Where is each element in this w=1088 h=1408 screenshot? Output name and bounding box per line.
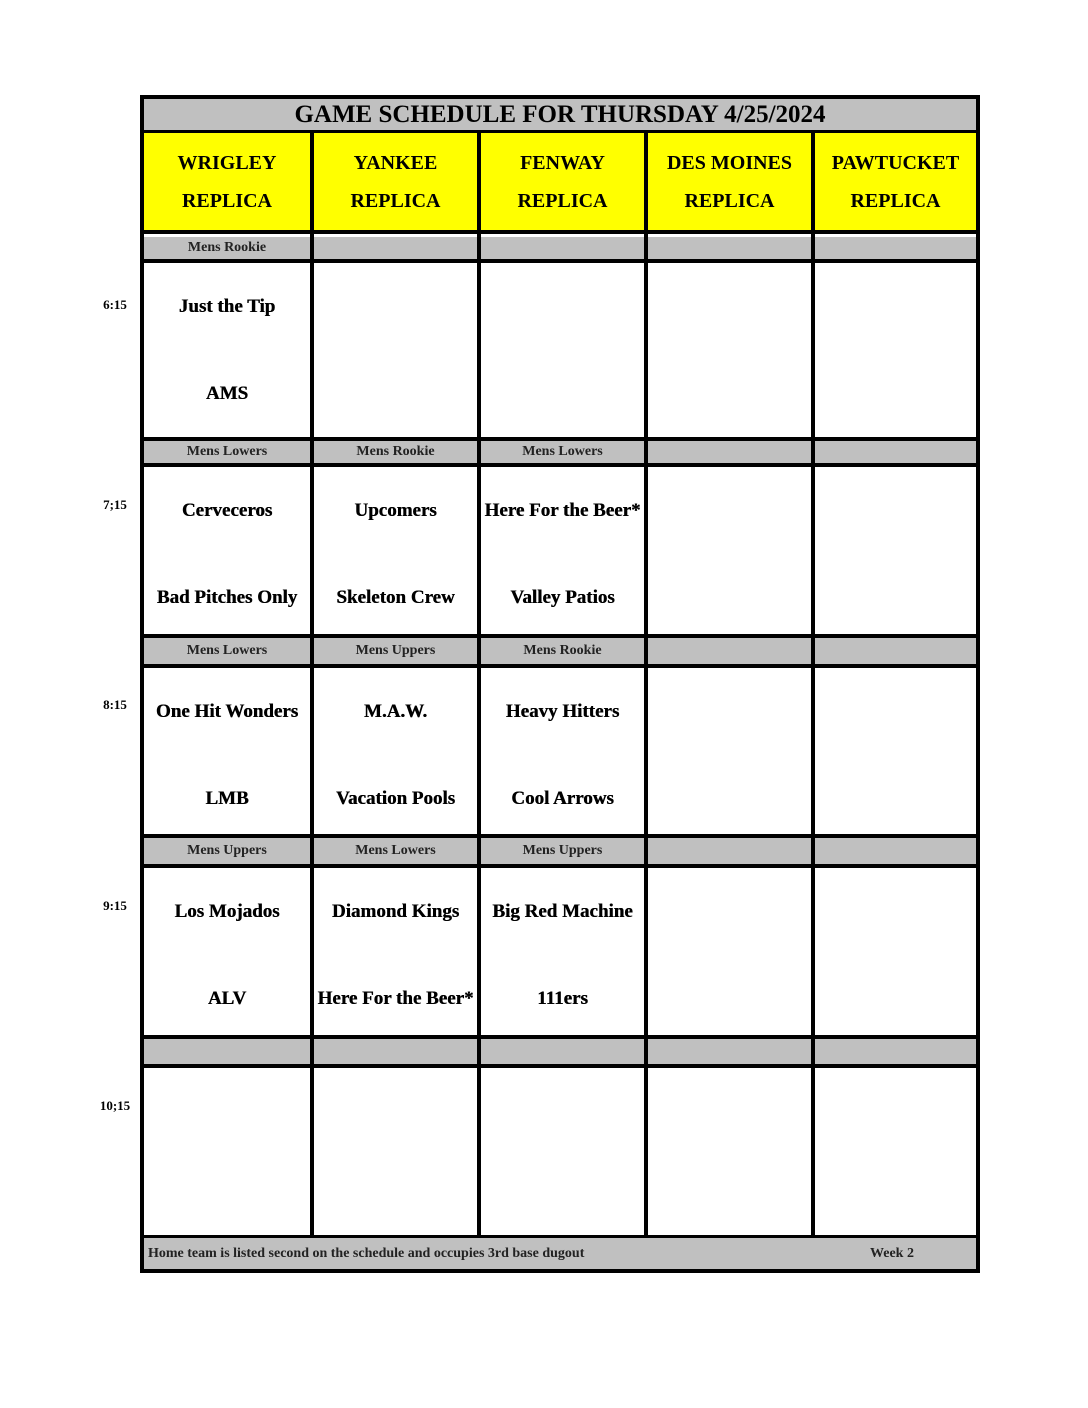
home-team bbox=[481, 368, 644, 420]
home-team bbox=[314, 1173, 477, 1225]
division-label bbox=[314, 1035, 477, 1068]
field-type: REPLICA bbox=[350, 189, 441, 212]
time-label-slot-2: 7;15 bbox=[103, 497, 127, 512]
time-label-slot-5: 10;15 bbox=[99, 1098, 131, 1113]
division-label: Mens Uppers bbox=[481, 834, 644, 868]
field-name: DES MOINES bbox=[666, 151, 793, 174]
division-label bbox=[648, 437, 811, 467]
home-team: 111ers bbox=[537, 988, 588, 1009]
game-cell bbox=[481, 467, 644, 634]
field-type: REPLICA bbox=[181, 189, 272, 212]
away-team: Upcomers bbox=[354, 500, 437, 521]
game-cell bbox=[815, 263, 976, 434]
field-header-pawtucket bbox=[815, 133, 976, 234]
away-team: Heavy Hitters bbox=[505, 701, 620, 722]
away-team bbox=[144, 1086, 310, 1138]
home-team bbox=[648, 368, 811, 420]
home-team bbox=[815, 368, 976, 420]
game-cell bbox=[314, 263, 477, 434]
away-team: Los Mojados bbox=[174, 901, 280, 922]
field-name: PAWTUCKET bbox=[831, 151, 960, 174]
division-label bbox=[648, 634, 811, 668]
field-header-yankee bbox=[314, 133, 477, 234]
away-team bbox=[648, 485, 811, 537]
field-header-fenway bbox=[481, 133, 644, 234]
division-label: Mens Uppers bbox=[144, 834, 310, 868]
game-cell bbox=[648, 1068, 811, 1235]
away-team bbox=[815, 686, 976, 738]
home-team bbox=[648, 773, 811, 825]
game-cell bbox=[815, 868, 976, 1035]
home-team bbox=[481, 1173, 644, 1225]
field-name: YANKEE bbox=[353, 151, 438, 174]
field-header-wrigley bbox=[144, 133, 310, 234]
away-team bbox=[481, 1086, 644, 1138]
column-divider bbox=[310, 133, 314, 1235]
column-divider bbox=[644, 133, 648, 1235]
division-label bbox=[314, 237, 477, 263]
home-team bbox=[815, 973, 976, 1025]
division-label bbox=[481, 237, 644, 263]
home-team bbox=[815, 1173, 976, 1225]
game-cell bbox=[314, 868, 477, 1035]
away-team bbox=[314, 281, 477, 333]
game-cell bbox=[648, 868, 811, 1035]
game-cell bbox=[314, 1068, 477, 1235]
away-team: Here For the Beer* bbox=[484, 500, 641, 521]
home-team: Skeleton Crew bbox=[336, 587, 455, 608]
home-team: LMB bbox=[205, 788, 249, 809]
game-cell bbox=[481, 263, 644, 434]
away-team bbox=[815, 1086, 976, 1138]
away-team: Diamond Kings bbox=[331, 901, 460, 922]
division-label: Mens Rookie bbox=[314, 437, 477, 467]
field-header-des-moines bbox=[648, 133, 811, 234]
division-label bbox=[815, 437, 976, 467]
game-cell bbox=[144, 263, 310, 434]
home-team: Here For the Beer* bbox=[317, 988, 474, 1009]
field-type: REPLICA bbox=[684, 189, 775, 212]
game-cell bbox=[815, 668, 976, 834]
home-team bbox=[314, 368, 477, 420]
game-cell bbox=[144, 668, 310, 834]
home-team bbox=[815, 773, 976, 825]
division-label bbox=[815, 237, 976, 263]
game-cell bbox=[648, 467, 811, 634]
away-team bbox=[815, 886, 976, 938]
game-cell bbox=[314, 668, 477, 834]
division-label bbox=[815, 1035, 976, 1068]
home-team bbox=[815, 572, 976, 624]
field-name: FENWAY bbox=[520, 151, 605, 174]
home-team bbox=[144, 1173, 310, 1225]
home-team: ALV bbox=[207, 988, 247, 1009]
column-divider bbox=[477, 133, 481, 1235]
home-team bbox=[648, 973, 811, 1025]
away-team bbox=[314, 1086, 477, 1138]
game-cell bbox=[481, 668, 644, 834]
home-team: Vacation Pools bbox=[335, 788, 456, 809]
division-label: Mens Lowers bbox=[144, 634, 310, 668]
schedule-table bbox=[140, 95, 980, 1273]
away-team bbox=[648, 886, 811, 938]
home-team: Bad Pitches Only bbox=[156, 587, 298, 608]
division-label: Mens Lowers bbox=[481, 437, 644, 467]
division-label: Mens Lowers bbox=[314, 834, 477, 868]
division-label bbox=[648, 237, 811, 263]
away-team: Just the Tip bbox=[178, 296, 276, 317]
week-label: Week 2 bbox=[870, 1246, 914, 1261]
division-label bbox=[815, 834, 976, 868]
game-cell bbox=[144, 1068, 310, 1235]
division-label bbox=[144, 1035, 310, 1068]
game-cell bbox=[648, 263, 811, 434]
field-type: REPLICA bbox=[517, 189, 608, 212]
home-team bbox=[648, 572, 811, 624]
away-team bbox=[815, 485, 976, 537]
away-team bbox=[648, 686, 811, 738]
away-team: One Hit Wonders bbox=[155, 701, 299, 722]
game-cell bbox=[481, 1068, 644, 1235]
away-team bbox=[815, 281, 976, 333]
home-team: AMS bbox=[205, 383, 249, 404]
home-team: Valley Patios bbox=[510, 587, 615, 608]
game-cell bbox=[314, 467, 477, 634]
game-cell bbox=[144, 868, 310, 1035]
field-name: WRIGLEY bbox=[177, 151, 277, 174]
division-label bbox=[648, 1035, 811, 1068]
schedule-title: GAME SCHEDULE FOR THURSDAY 4/25/2024 bbox=[144, 99, 976, 133]
away-team bbox=[648, 281, 811, 333]
time-label-slot-4: 9:15 bbox=[103, 898, 127, 913]
division-label bbox=[648, 834, 811, 868]
division-label: Mens Lowers bbox=[144, 437, 310, 467]
division-label: Mens Rookie bbox=[481, 634, 644, 668]
game-cell bbox=[144, 467, 310, 634]
time-label-slot-1: 6:15 bbox=[103, 297, 127, 312]
time-label-slot-3: 8:15 bbox=[103, 697, 127, 712]
field-type: REPLICA bbox=[850, 189, 941, 212]
schedule-footer bbox=[144, 1235, 976, 1269]
division-label: Mens Uppers bbox=[314, 634, 477, 668]
home-team: Cool Arrows bbox=[511, 788, 614, 809]
division-label: Mens Rookie bbox=[144, 237, 310, 263]
game-cell bbox=[481, 868, 644, 1035]
away-team: Big Red Machine bbox=[492, 901, 633, 922]
game-cell bbox=[815, 1068, 976, 1235]
division-label bbox=[481, 1035, 644, 1068]
game-cell bbox=[815, 467, 976, 634]
away-team: Cerveceros bbox=[181, 500, 273, 521]
home-team-note: Home team is listed second on the schedule and occupies 3rd base dugout bbox=[148, 1246, 585, 1261]
game-cell bbox=[648, 668, 811, 834]
column-divider bbox=[811, 133, 815, 1235]
division-label bbox=[815, 634, 976, 668]
home-team bbox=[648, 1173, 811, 1225]
away-team bbox=[648, 1086, 811, 1138]
away-team bbox=[481, 281, 644, 333]
away-team: M.A.W. bbox=[363, 701, 428, 722]
